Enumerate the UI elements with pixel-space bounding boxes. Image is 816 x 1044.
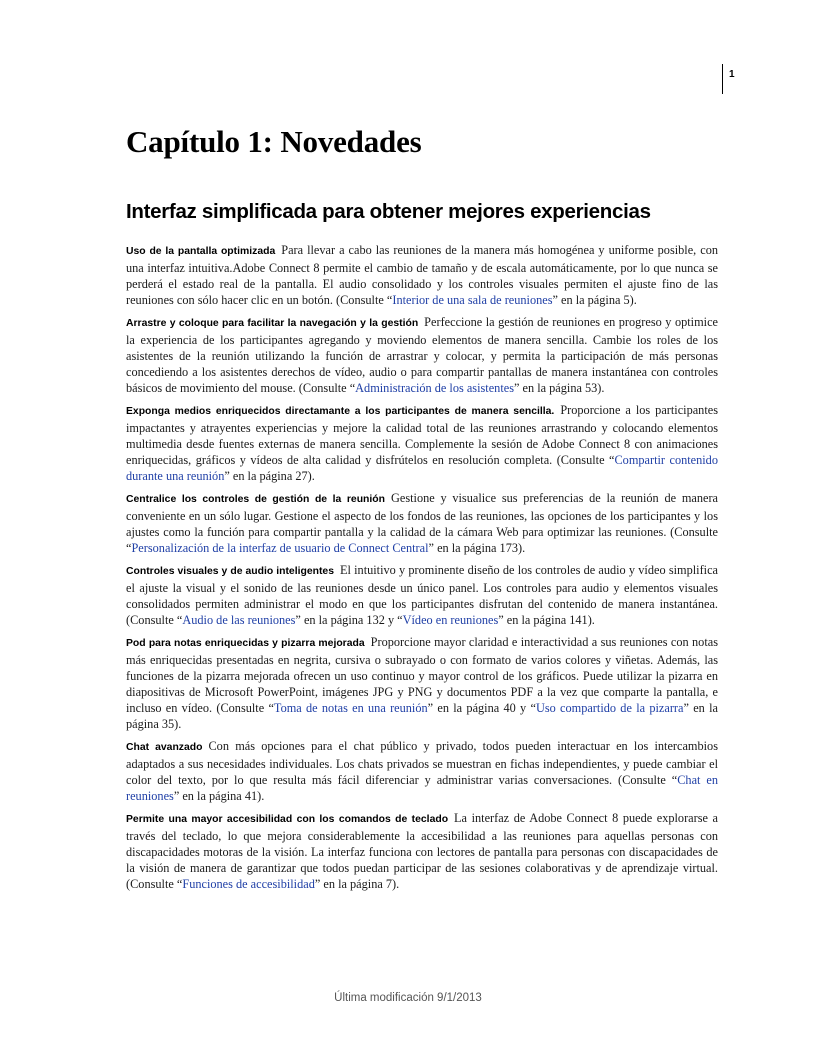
- cross-reference-link[interactable]: Uso compartido de la pizarra: [535, 701, 684, 715]
- entry-advanced-chat: [126, 738, 718, 804]
- cross-reference-link[interactable]: Personalización de la interfaz de usuario de Connect Central: [131, 541, 429, 555]
- entry-text: Para llevar a cabo las reuniones de la manera más homogénea y uniforme posible, con una interfaz intuitiva.Adobe Connect 8 permite el cambio de tamaño y de escala automáticamente, por lo que nunca se perderá el estado real de la pantalla. El audio consolidado y los controles visuales permiten el ajuste fino de las reuniones con sólo hacer clic en un botón. (Consulte “: [126, 243, 719, 307]
- entry-keyboard-accessibility: [126, 810, 718, 892]
- entry-text: ” en la página 173).: [428, 541, 526, 555]
- cross-reference-link[interactable]: Vídeo en reuniones: [402, 613, 499, 627]
- entry-rich-media: [126, 402, 718, 484]
- entry-text: ” en la página 35).: [126, 701, 718, 731]
- section-title: Interfaz simplificada para obtener mejores experiencias: [126, 200, 651, 223]
- entry-text: ” en la página 5).: [552, 293, 637, 307]
- cross-reference-link[interactable]: Compartir contenido durante una reunión: [126, 453, 718, 483]
- entry-text: Con más opciones para el chat público y privado, todos pueden interactuar en los intercambios adaptados a sus necesidades individuales. Los chats privados se muestran en fichas independientes, y puede cambiar el color del texto, por lo que resulta más fácil diferenciar y administrar varias conversaciones. (Consulte “: [126, 739, 718, 787]
- cross-reference-link[interactable]: Chat en reuniones: [126, 773, 718, 803]
- entry-central-controls: [126, 490, 718, 556]
- cross-reference-link[interactable]: Toma de notas en una reunión: [273, 701, 428, 715]
- content-body: [126, 242, 718, 898]
- entry-text: Gestione y visualice sus preferencias de la reunión de manera conveniente en un sólo lugar. Gestione el aspecto de los fondos de las reuniones, las opciones de los participantes y los ajustes como la función para compartir pantalla y la calidad de la cámara Web para optimizar las reuniones. (Consulte “: [126, 491, 718, 555]
- entry-notes-whiteboard: [126, 634, 718, 732]
- cross-reference-link[interactable]: Audio de las reuniones: [182, 613, 296, 627]
- entry-text: Perfeccione la gestión de reuniones en progreso y optimice la experiencia de los participantes agregando y moviendo elementos de manera sencilla. Cambie los roles de los asistentes de la reunión utilizando la función de arrastrar y colocar, y permita la participación de más personas concediendo a los asistentes derechos de vídeo, audio o para compartir pantallas de manera instantánea con controles básicos de movimiento del mouse. (Consulte “: [126, 315, 718, 395]
- cross-reference-link[interactable]: Administración de los asistentes: [355, 381, 514, 395]
- chapter-title: Capítulo 1: Novedades: [126, 124, 422, 159]
- cross-reference-link[interactable]: Interior de una sala de reuniones: [392, 293, 553, 307]
- entry-heading: Exponga medios enriquecidos directamante a los participantes de manera sencilla.: [126, 406, 555, 417]
- entry-text: ” en la página 40 y “: [427, 701, 536, 715]
- entry-text: Proporcione mayor claridad e interactividad a sus reuniones con notas más enriquecidas presentadas en negrita, cursiva o subrayado o con formato de varios colores y viñetas. Además, las funciones de la pizarra mejorada ofrecen un uso continuo y mayor control de los gráficos. Puede utilizar la pizarra en diapositivas de Microsoft PowerPoint, imágenes JPG y PNG y documentos PDF a la vez que comparte la pantalla, e incluso en vídeo. (Consulte “: [126, 635, 718, 715]
- entry-smart-av-controls: [126, 562, 718, 628]
- entry-text: ” en la página 41).: [173, 789, 265, 803]
- entry-optimized-screen: [126, 242, 718, 308]
- entry-text: La interfaz de Adobe Connect 8 puede explorarse a través del teclado, lo que mejora considerablemente la accesibilidad a las reuniones para aquellas personas con discapacidades motoras de la visión. La interfaz funciona con lectores de pantalla para personas con discapacidades de la visión de manera de garantizar que todos puedan participar de las sesiones colaborativas y de aprendizaje virtual. (Consulte “: [126, 811, 718, 891]
- entry-text: ” en la página 27).: [224, 469, 315, 483]
- page-number: 1: [729, 69, 735, 80]
- page-number-marker: [722, 64, 735, 94]
- entry-drag-and-drop: [126, 314, 718, 396]
- entry-heading: Centralice los controles de gestión de la reunión: [126, 494, 385, 505]
- entry-heading: Chat avanzado: [126, 742, 203, 753]
- entry-text: ” en la página 7).: [314, 877, 400, 891]
- footer-last-modified: Última modificación 9/1/2013: [334, 992, 482, 1004]
- cross-reference-link[interactable]: Funciones de accesibilidad: [182, 877, 315, 891]
- entry-text: El intuitivo y prominente diseño de los controles de audio y vídeo simplifica el ajuste la visual y el sonido de las reuniones desde un único panel. Los controles para audio y elementos visuales consolidados permiten administrar el modo en que los participantes disfrutan del contenido de manera instantánea. (Consulte “: [126, 563, 718, 627]
- entry-text: ” en la página 141).: [498, 613, 595, 627]
- entry-heading: Controles visuales y de audio inteligentes: [126, 566, 334, 577]
- entry-heading: Permite una mayor accesibilidad con los comandos de teclado: [126, 814, 449, 825]
- entry-text: Proporcione a los participantes impactantes y atrayentes experiencias y mejore la calidad total de las reuniones arrastrando y colocando elementos multimedia desde fuentes externas de manera sencilla. Complemente la sesión de Adobe Connect 8 con animaciones enriquecidas, gráficos y vídeos de alta calidad y disfrútelos en resolución completa. (Consulte “: [126, 403, 718, 467]
- entry-text: ” en la página 53).: [513, 381, 605, 395]
- entry-heading: Arrastre y coloque para facilitar la navegación y la gestión: [126, 318, 419, 329]
- entry-heading: Pod para notas enriquecidas y pizarra mejorada: [126, 638, 365, 649]
- entry-heading: Uso de la pantalla optimizada: [126, 246, 276, 257]
- entry-text: ” en la página 132 y “: [295, 613, 403, 627]
